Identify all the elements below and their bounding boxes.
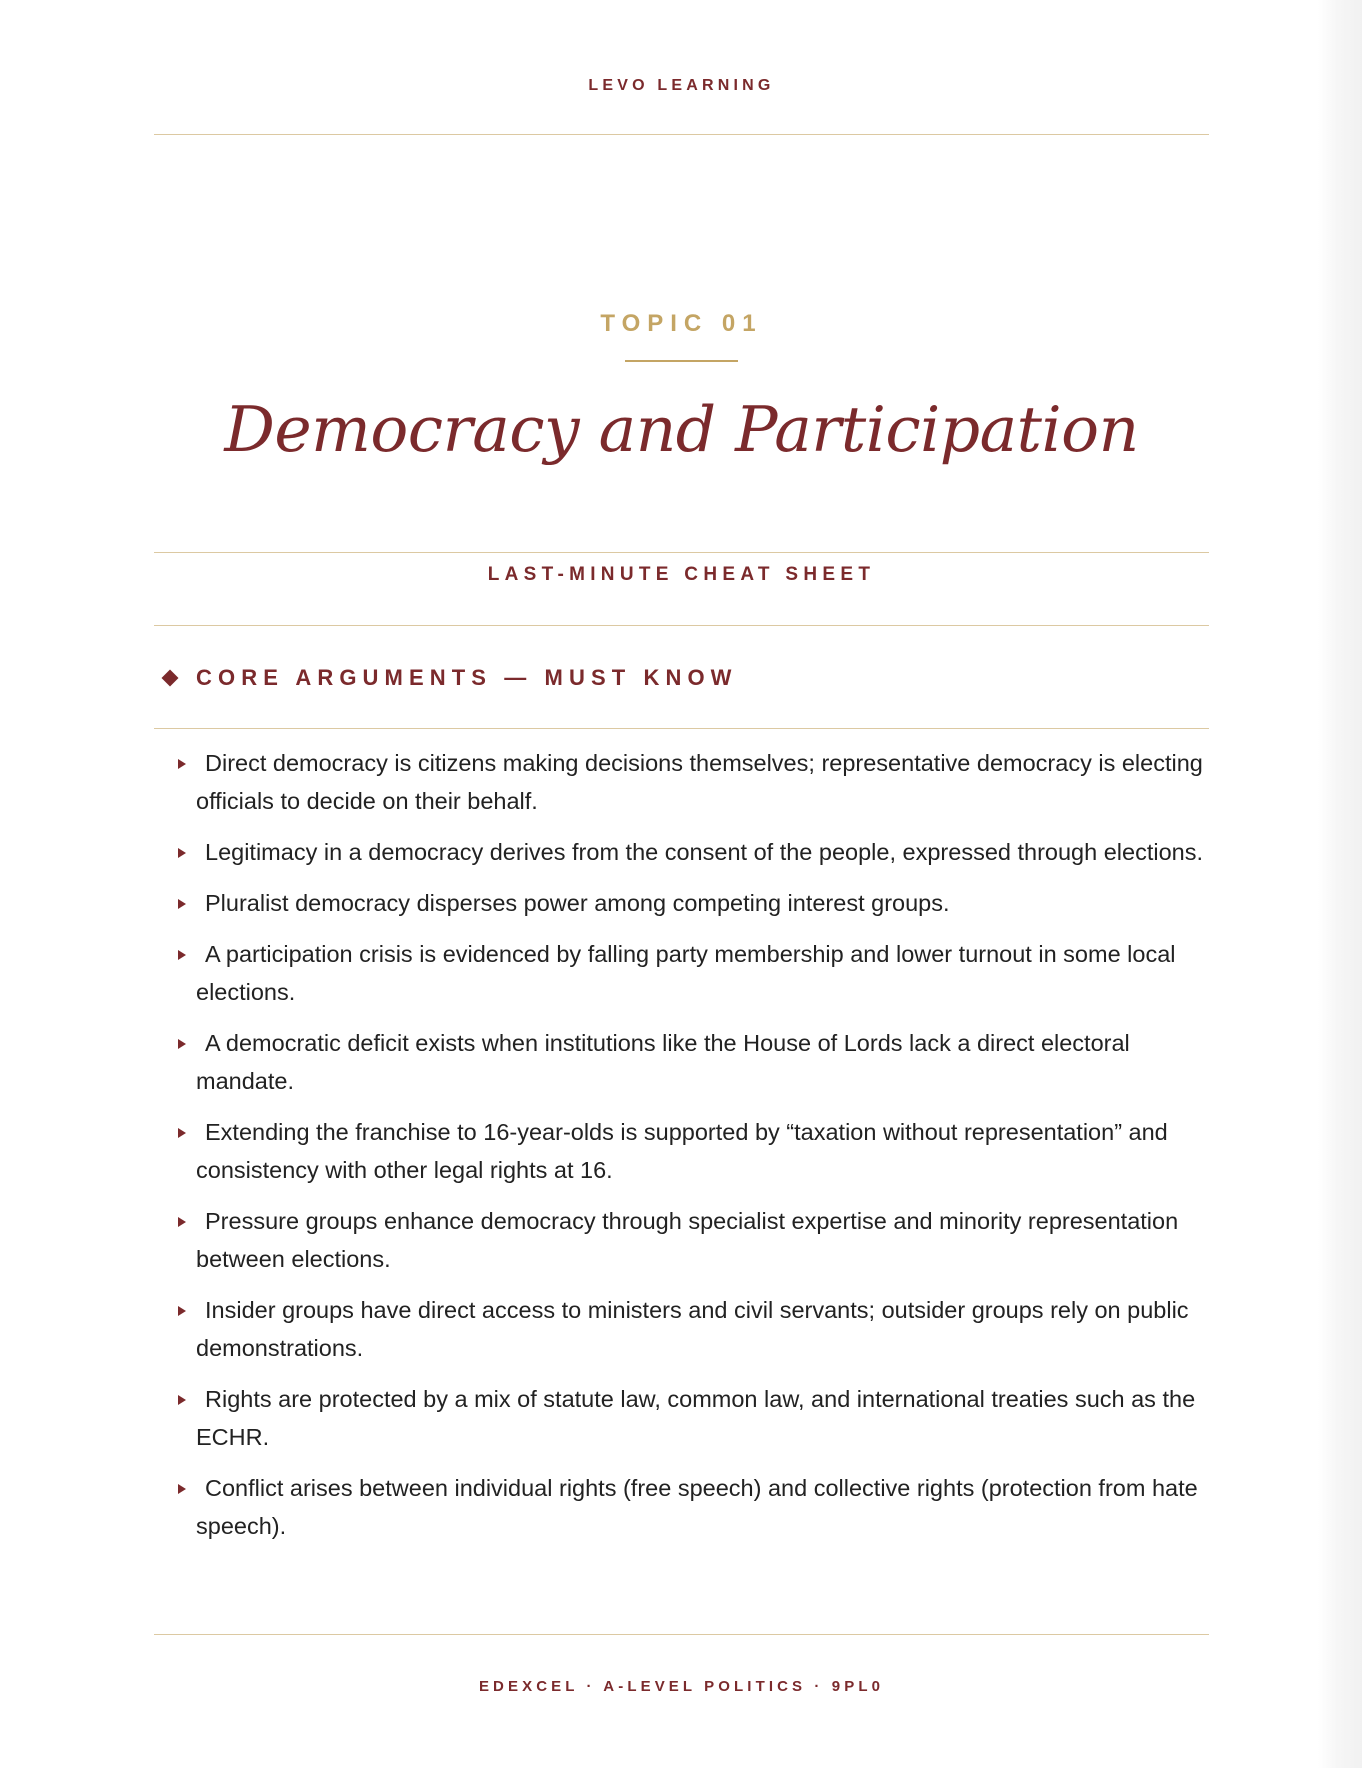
list-item bbox=[174, 935, 1214, 1011]
triangle-bullet-icon bbox=[178, 759, 186, 769]
list-item-text: Conflict arises between individual rights (free speech) and collective rights (protection from hate speech). bbox=[196, 1475, 1198, 1539]
triangle-bullet-icon bbox=[178, 1128, 186, 1138]
page-title: Democracy and Participation bbox=[224, 393, 1139, 466]
list-item-text: Pressure groups enhance democracy through specialist expertise and minority representation between elections. bbox=[196, 1208, 1179, 1272]
triangle-bullet-icon bbox=[178, 1039, 186, 1049]
list-item-text: A participation crisis is evidenced by falling party membership and lower turnout in some local elections. bbox=[196, 941, 1176, 1005]
list-item bbox=[174, 833, 1214, 871]
footer-divider bbox=[154, 1634, 1209, 1635]
list-item bbox=[174, 1291, 1214, 1367]
section-title: CORE ARGUMENTS — MUST KNOW bbox=[196, 665, 738, 690]
diamond-icon bbox=[162, 670, 179, 687]
triangle-bullet-icon bbox=[178, 899, 186, 909]
list-item-text: Direct democracy is citizens making decisions themselves; representative democracy is electing officials to decide on their behalf. bbox=[196, 750, 1203, 814]
triangle-bullet-icon bbox=[178, 1484, 186, 1494]
list-item-text: Rights are protected by a mix of statute law, common law, and international treaties such as the ECHR. bbox=[196, 1386, 1196, 1450]
brand-name: LEVO LEARNING bbox=[588, 77, 775, 94]
list-item bbox=[174, 1202, 1214, 1278]
list-item bbox=[174, 884, 1214, 922]
triangle-bullet-icon bbox=[178, 1306, 186, 1316]
list-item bbox=[174, 1113, 1214, 1189]
subtitle-bottom-divider bbox=[154, 625, 1209, 626]
section-divider bbox=[154, 728, 1209, 729]
triangle-bullet-icon bbox=[178, 950, 186, 960]
triangle-bullet-icon bbox=[178, 848, 186, 858]
list-item-text: A democratic deficit exists when institutions like the House of Lords lack a direct electoral mandate. bbox=[196, 1030, 1130, 1094]
list-item bbox=[174, 1469, 1214, 1545]
list-item-text: Pluralist democracy disperses power among competing interest groups. bbox=[205, 890, 950, 916]
list-item bbox=[174, 744, 1214, 820]
triangle-bullet-icon bbox=[178, 1217, 186, 1227]
topic-underline bbox=[625, 360, 738, 362]
footer-text: EDEXCEL · A-LEVEL POLITICS · 9PL0 bbox=[478, 1678, 885, 1695]
core-arguments-list bbox=[174, 744, 1214, 1558]
page-subtitle: LAST-MINUTE CHEAT SHEET bbox=[487, 564, 876, 585]
list-item-text: Legitimacy in a democracy derives from the consent of the people, expressed through elections. bbox=[205, 839, 1203, 865]
list-item bbox=[174, 1380, 1214, 1456]
section-heading bbox=[160, 665, 738, 691]
page-edge-shadow bbox=[1318, 0, 1362, 1768]
cheat-sheet-page bbox=[154, 0, 1209, 1768]
header-divider bbox=[154, 134, 1209, 135]
triangle-bullet-icon bbox=[178, 1395, 186, 1405]
subtitle-top-divider bbox=[154, 552, 1209, 553]
list-item-text: Insider groups have direct access to ministers and civil servants; outsider groups rely on public demonstrations. bbox=[196, 1297, 1189, 1361]
list-item bbox=[174, 1024, 1214, 1100]
topic-label: TOPIC 01 bbox=[600, 310, 763, 337]
list-item-text: Extending the franchise to 16-year-olds is supported by “taxation without representation” and consistency with other legal rights at 16. bbox=[196, 1119, 1168, 1183]
